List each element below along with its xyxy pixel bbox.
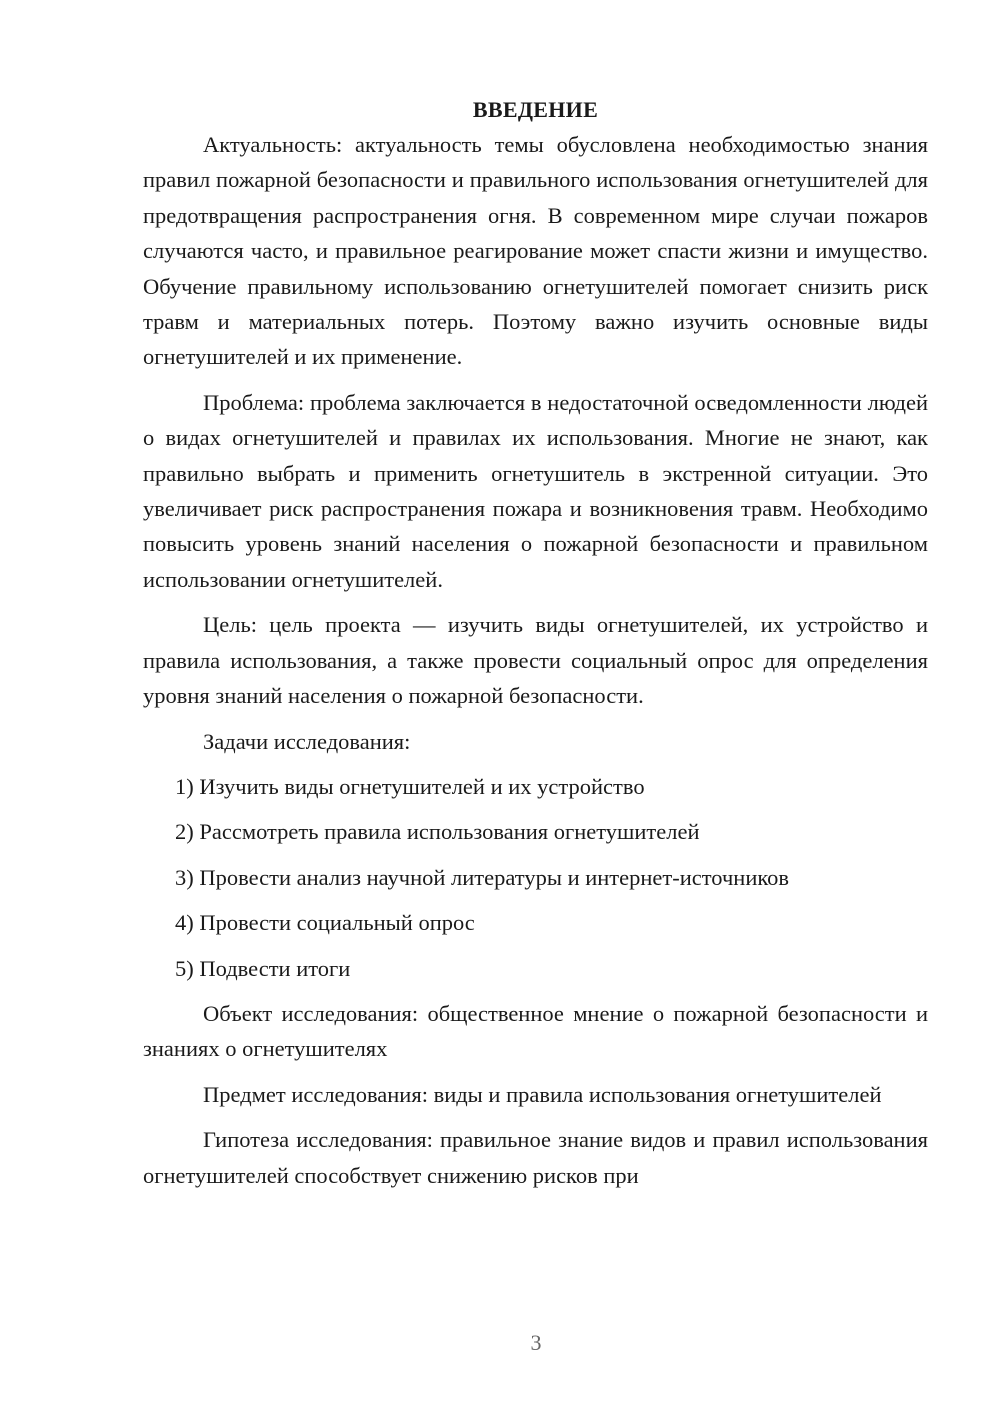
paragraph-hypothesis: Гипотеза исследования: правильное знание видов и правил использования огнетушителей способствует снижению рисков при [143,1127,928,1188]
page-number: 3 [530,1330,542,1355]
list-item: 3) Провести анализ научной литературы и интернет-источников [175,864,790,890]
list-item: 2) Рассмотреть правила использования огнетушителей [175,819,700,845]
list-item: 4) Провести социальный опрос [175,910,475,936]
list-item: 1) Изучить виды огнетушителей и их устройство [175,773,645,799]
paragraph-relevance: Актуальность: актуальность темы обусловлена необходимостью знания правил пожарной безопасности и правильного использования огнетушителей для предотвращения распространения огня. В современном мире случаи пожаров случаются часто, и правильное реагирование может спасти жизни и имущество. Обучение правильному использованию огнетушителей помогает снизить риск травм и материальных потерь. Поэтому важно изучить основные виды огнетушителей и их применение. [143,132,928,370]
list-item: 5) Подвести итоги [175,955,351,981]
paragraph-problem: Проблема: проблема заключается в недостаточной осведомленности людей о видах огнетушителей и правилах их использования. Многие не знают, как правильно выбрать и применить огнетушитель в экстренной ситуации. Это увеличивает риск распространения пожара и возникновения травм. Необходимо повысить уровень знаний населения о пожарной безопасности и правильном использовании огнетушителей. [143,389,928,592]
paragraph-goal: Цель: цель проекта — изучить виды огнетушителей, их устройство и правила использования, а также провести социальный опрос для определения уровня знаний населения о пожарной безопасности. [143,612,928,709]
tasks-list [143,769,928,986]
document-page [143,92,928,1203]
tasks-heading: Задачи исследования: [203,728,411,754]
paragraph-object: Объект исследования: общественное мнение о пожарной безопасности и знаниях о огнетушителях [143,1000,928,1062]
section-title: ВВЕДЕНИЕ [472,97,599,122]
paragraph-subject: Предмет исследования: виды и правила использования огнетушителей [203,1081,882,1107]
